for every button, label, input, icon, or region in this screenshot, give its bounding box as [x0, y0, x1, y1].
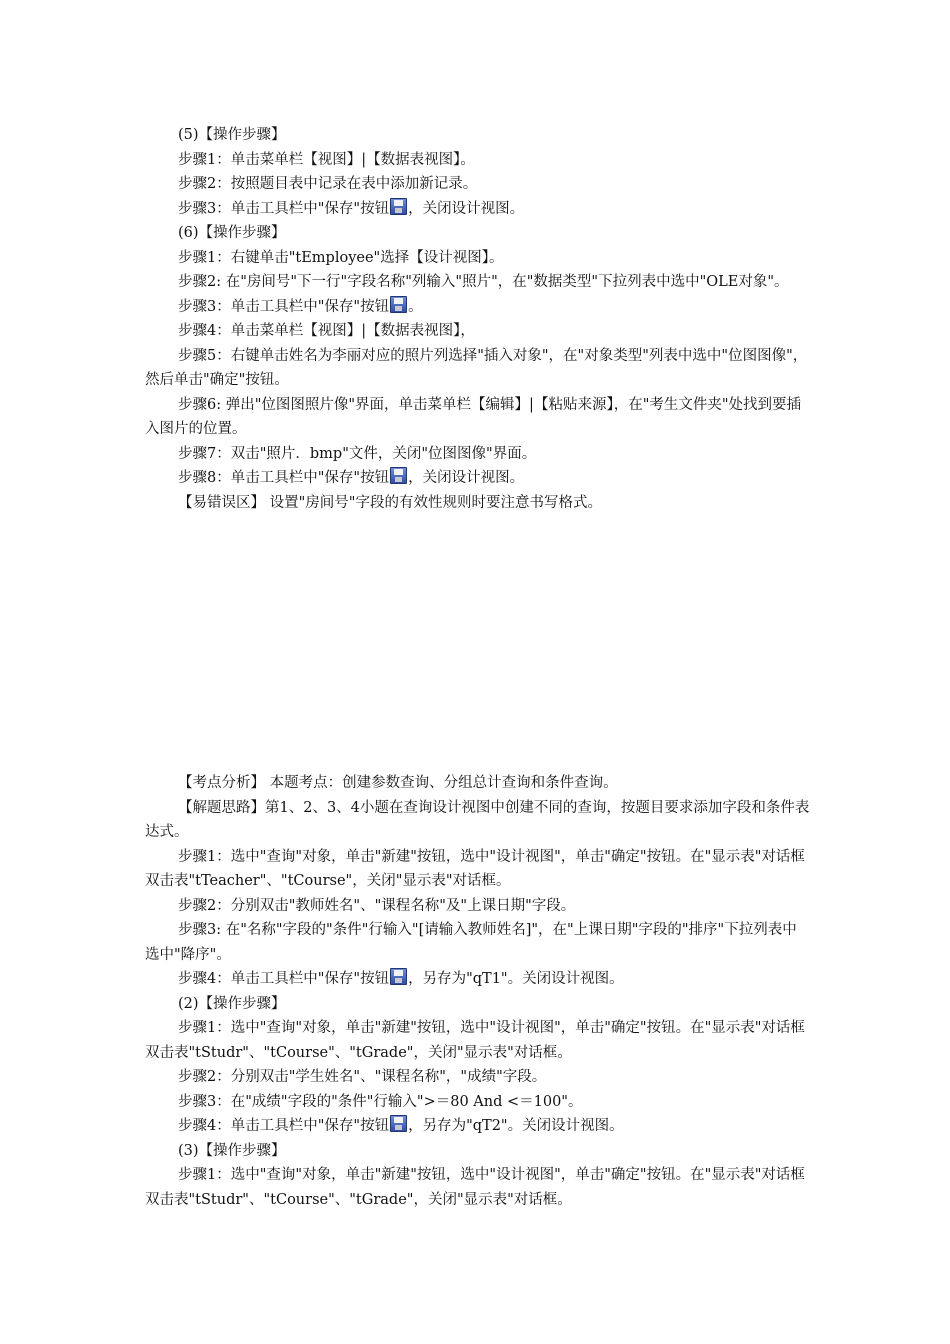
solution-idea: 【解题思路】第1、2、3、4小题在查询设计视图中创建不同的查询，按题目要求添加字段和条件表达式。 — [145, 799, 810, 840]
step-text-part: 步骤3：单击工具栏中"保存"按钮 — [178, 298, 390, 315]
step-text — [145, 295, 810, 320]
section-1 — [145, 123, 810, 515]
save-icon — [390, 968, 407, 985]
step-text-part: ，关闭设计视图。 — [408, 200, 525, 217]
heading-step-6: (6)【操作步骤】 — [178, 225, 286, 241]
step-text: 步骤3: 在"名称"字段的"条件"行输入"[请输入教师姓名]"，在"上课日期"字段的"排序"下拉列表中选中"降序"。 — [145, 922, 797, 963]
step-text-part: ，另存为"qT2"。关闭设计视图。 — [408, 1118, 624, 1134]
heading-step-3: (3)【操作步骤】 — [178, 1142, 286, 1159]
save-icon — [390, 296, 407, 313]
heading-step-5: (5)【操作步骤】 — [178, 127, 286, 143]
step-text-part: ，另存为"qT1"。关闭设计视图。 — [408, 971, 624, 987]
step-text — [145, 466, 810, 491]
step-text: 步骤1：选中"查询"对象，单击"新建"按钮，选中"设计视图"，单击"确定"按钮。在"显示表"对话框双击表"tStudr"、"tCourse"、"tGrade"，关闭"显示表"对话框。 — [145, 1167, 805, 1208]
step-text: 步骤6: 弹出"位图图照片像"界面，单击菜单栏【编辑】|【粘贴来源】，在"考生文件夹"处找到要插入图片的位置。 — [145, 396, 802, 437]
save-icon — [390, 467, 407, 484]
step-text: 步骤1：选中"查询"对象，单击"新建"按钮，选中"设计视图"，单击"确定"按钮。在"显示表"对话框双击表"tTeacher"、"tCourse"，关闭"显示表"对话框。 — [145, 848, 805, 889]
step-text — [145, 1114, 810, 1139]
step-text: 步骤4：单击菜单栏【视图】|【数据表视图】， — [178, 323, 475, 339]
step-text-part: 步骤4：单击工具栏中"保存"按钮 — [178, 971, 390, 987]
step-text: 步骤3：在"成绩"字段的"条件"行输入">＝80 And <＝100"。 — [178, 1093, 583, 1110]
step-text: 步骤2: 在"房间号"下一行"字段名称"列输入"照片"，在"数据类型"下拉列表中选中"OLE对象"。 — [178, 274, 789, 290]
step-text: 步骤5：右键单击姓名为李丽对应的照片列选择"插入对象"，在"对象类型"列表中选中"位图图像"，然后单击"确定"按钮。 — [145, 347, 808, 388]
step-text — [145, 967, 810, 992]
step-text: 步骤1：单击菜单栏【视图】|【数据表视图】。 — [178, 151, 475, 168]
step-text-part: 步骤8：单击工具栏中"保存"按钮 — [178, 470, 390, 486]
heading-step-2: (2)【操作步骤】 — [178, 995, 286, 1012]
step-text: 步骤2：分别双击"教师姓名"、"课程名称"及"上课日期"字段。 — [178, 897, 576, 914]
step-text-part: 步骤4：单击工具栏中"保存"按钮 — [178, 1118, 390, 1134]
step-text: 步骤1：右键单击"tEmployee"选择【设计视图】。 — [178, 249, 504, 266]
analysis-note: 【考点分析】 本题考点：创建参数查询、分组总计查询和条件查询。 — [178, 775, 618, 791]
error-prone-note: 【易错误区】 设置"房间号"字段的有效性规则时要注意书写格式。 — [178, 494, 602, 511]
step-text — [145, 197, 810, 222]
save-icon — [390, 1115, 407, 1132]
step-text-part: ，关闭设计视图。 — [408, 470, 525, 486]
step-text: 步骤2：分别双击"学生姓名"、"课程名称"，"成绩"字段。 — [178, 1069, 547, 1085]
step-text: 步骤7：双击"照片．bmp"文件，关闭"位图图像"界面。 — [178, 445, 537, 462]
step-text-part: 。 — [408, 298, 423, 315]
section-2 — [145, 771, 810, 1212]
save-icon — [390, 198, 407, 215]
step-text: 步骤1：选中"查询"对象，单击"新建"按钮，选中"设计视图"，单击"确定"按钮。在"显示表"对话框双击表"tStudr"、"tCourse"、"tGrade"，关闭"显示表"对话框。 — [145, 1020, 805, 1061]
step-text: 步骤2：按照题目表中记录在表中添加新记录。 — [178, 176, 478, 192]
step-text-part: 步骤3：单击工具栏中"保存"按钮 — [178, 200, 390, 217]
